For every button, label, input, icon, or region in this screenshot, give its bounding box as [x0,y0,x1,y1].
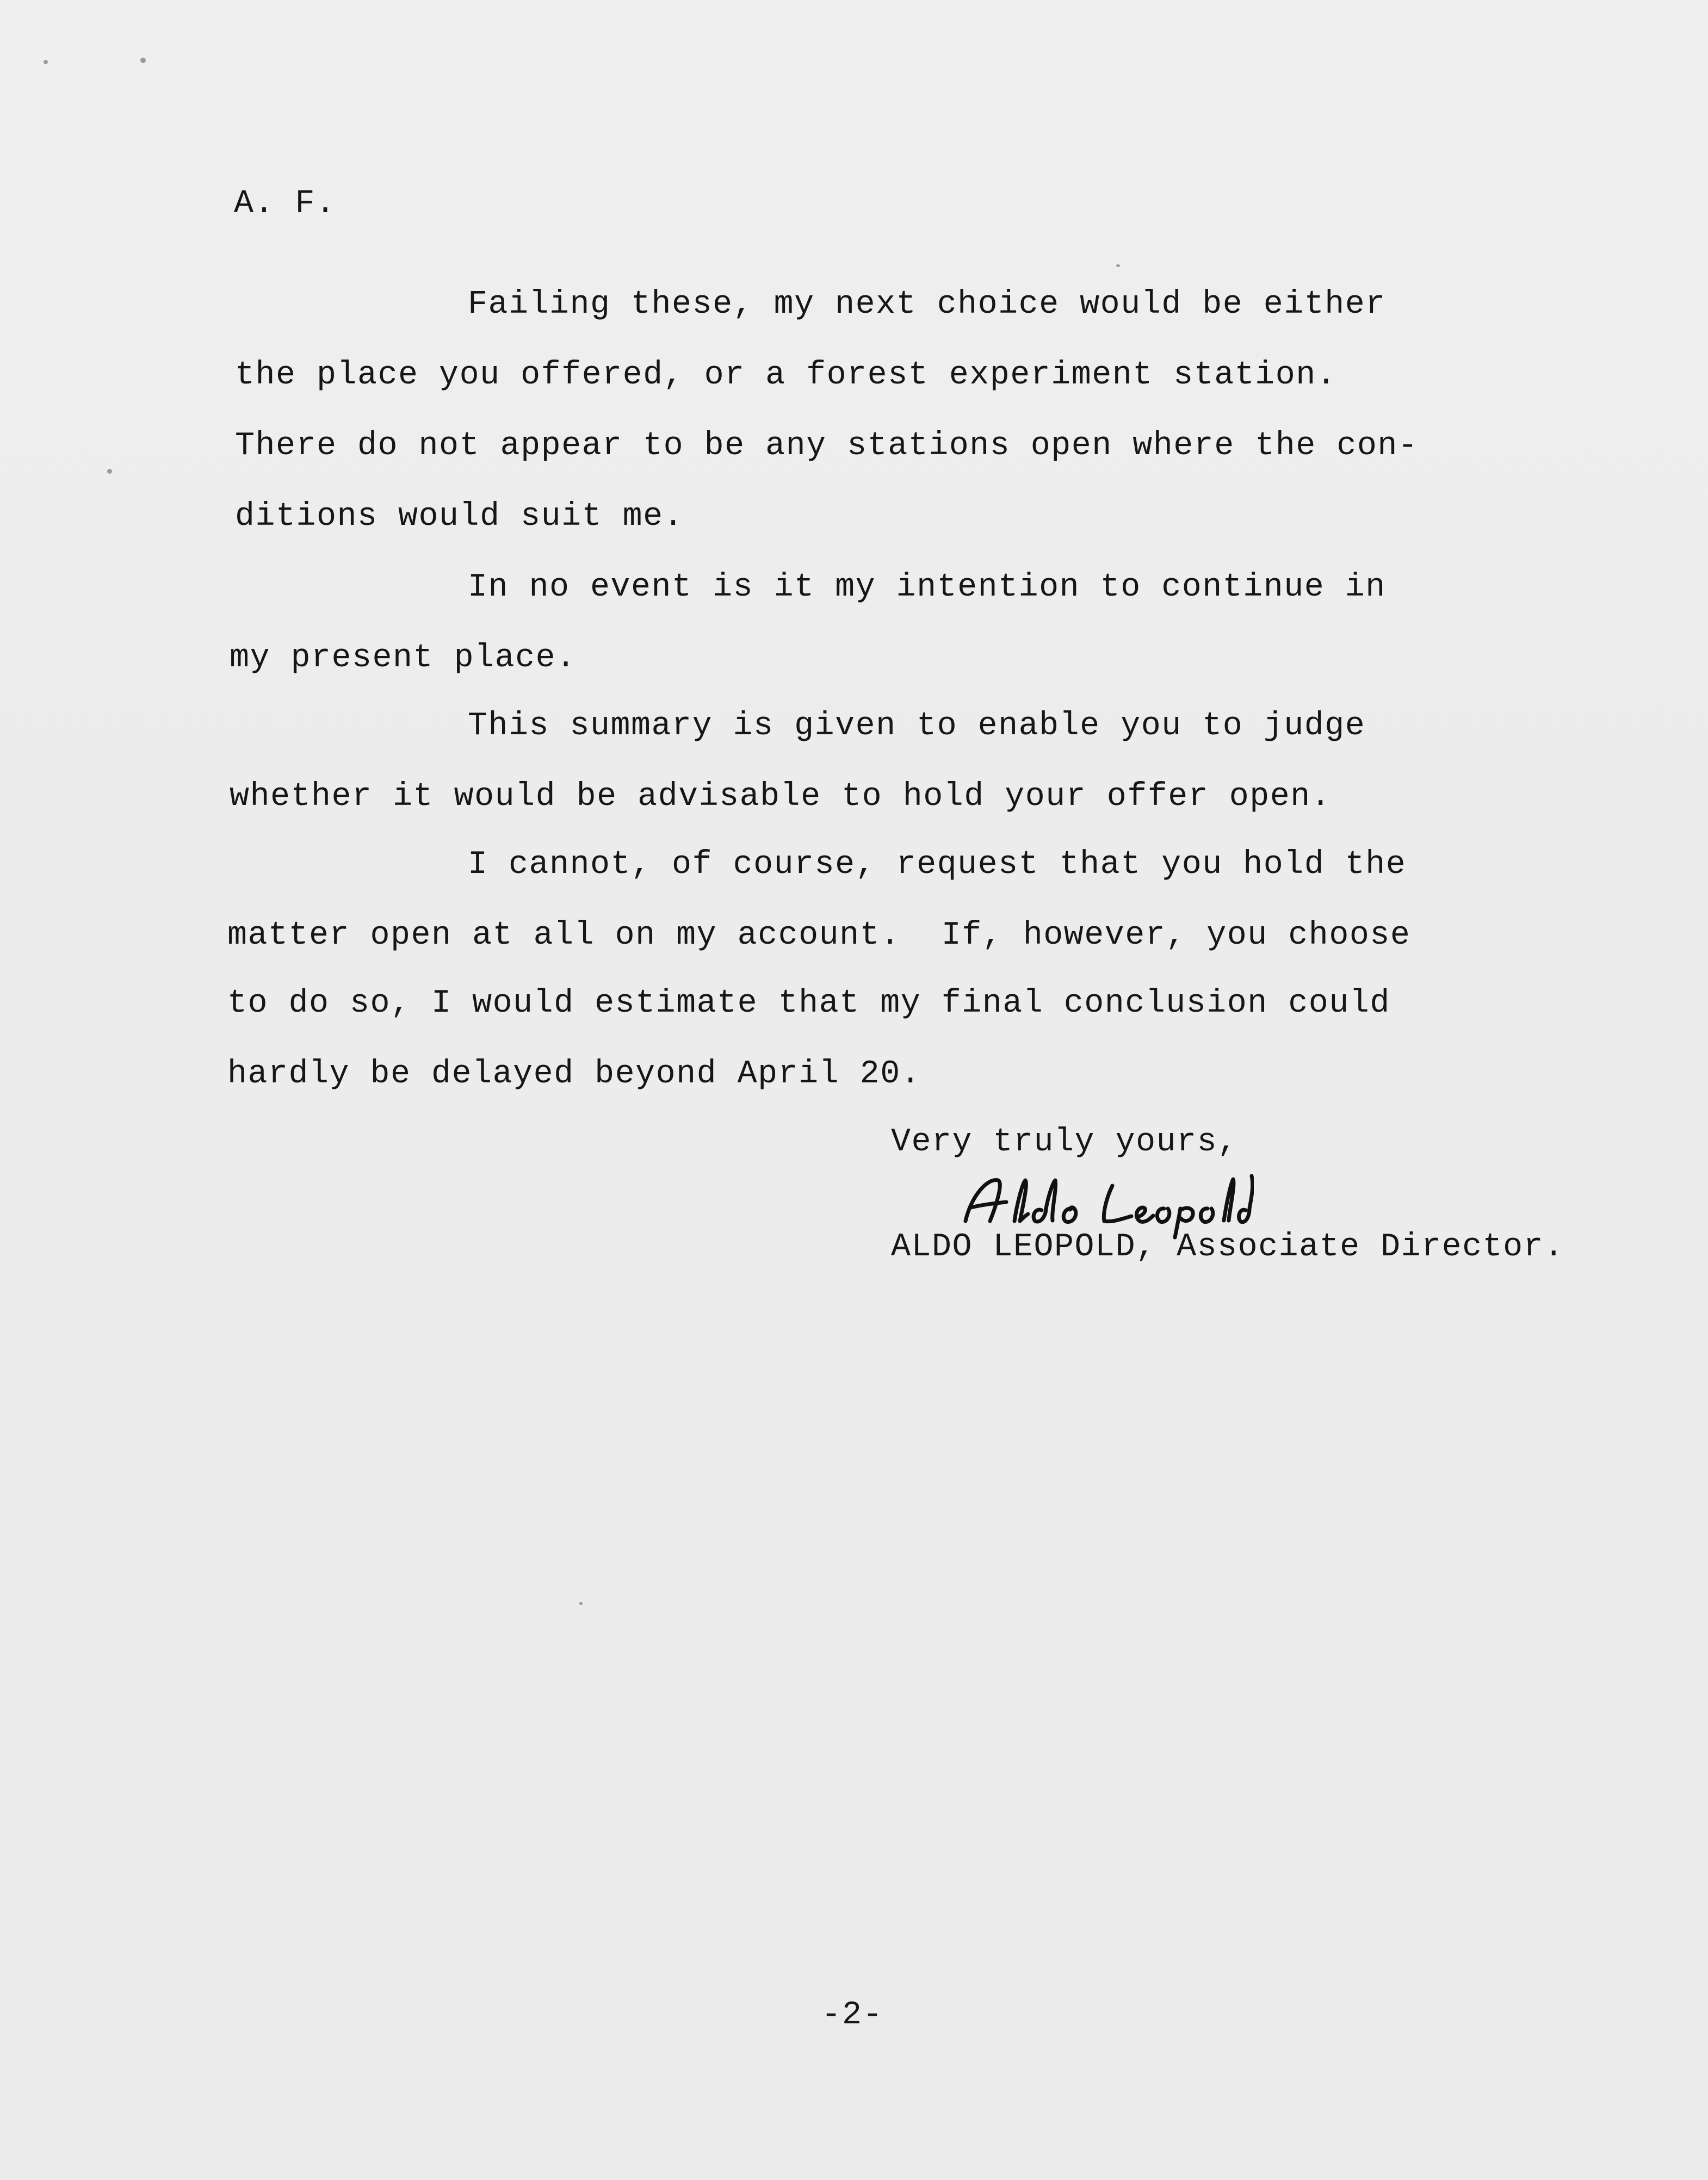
body-line: ditions would suit me. [235,498,684,535]
scan-speck [44,60,48,64]
scan-speck [140,58,146,63]
body-line: Failing these, my next choice would be either [468,286,1386,323]
body-line: whether it would be advisable to hold your offer open. [230,778,1332,815]
page-number: -2- [821,1997,884,2034]
salutation: A. F. [234,185,336,222]
body-line: matter open at all on my account. If, however, you choose [227,917,1411,954]
body-line: hardly be delayed beyond April 20. [227,1056,921,1093]
body-line: to do so, I would estimate that my final conclusion could [227,985,1390,1022]
body-line: There do not appear to be any stations open where the con- [235,428,1419,465]
scan-speck [1116,264,1120,267]
body-line: my present place. [230,640,577,677]
body-line: I cannot, of course, request that you hold the [468,846,1407,883]
body-line: In no event is it my intention to continue in [468,569,1386,606]
body-line: the place you offered, or a forest experiment station. [235,357,1337,394]
scan-speck [579,1602,583,1605]
closing: Very truly yours, [891,1124,1238,1161]
body-line: This summary is given to enable you to judge [468,708,1366,745]
scan-speck [107,469,112,474]
signatory: ALDO LEOPOLD, Associate Director. [891,1229,1564,1266]
